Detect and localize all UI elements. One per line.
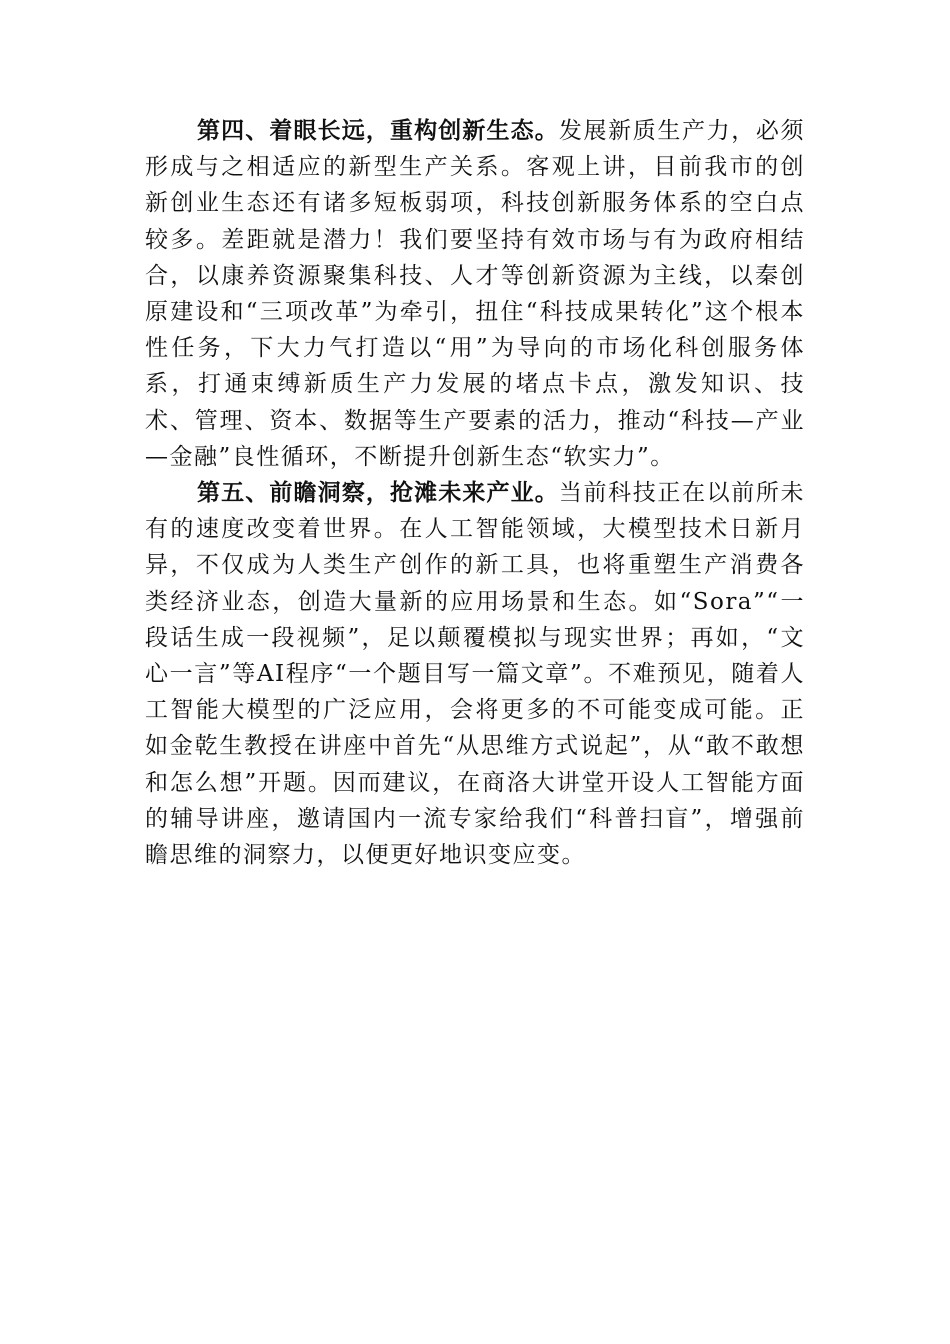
paragraph-5-body: 当前科技正在以前所未有的速度改变着世界。在人工智能领域，大模型技术日新月异，不仅成为人类生产创作的新工具，也将重塑生产消费各类经济业态，创造大量新的应用场景和生态。如“Sora”“一段话生成一段视频”，足以颠覆模拟与现实世界；再如，“文心一言”等AI程序“一个题目写一篇文章”。不难预见，随着人工智能大模型的广泛应用，会将更多的不可能变成可能。正如金乾生教授在讲座中首先“从思维方式说起”，从“敢不敢想和怎么想”开题。因而建议，在商洛大讲堂开设人工智能方面的辅导讲座，邀请国内一流专家给我们“科普扫盲”，增强前瞻思维的洞察力，以便更好地识变应变。 [145,480,805,869]
document-body [145,113,805,873]
paragraph-4-body: 发展新质生产力，必须形成与之相适应的新型生产关系。客观上讲，目前我市的创新创业生态还有诸多短板弱项，科技创新服务体系的空白点较多。差距就是潜力！我们要坚持有效市场与有为政府相结合，以康养资源聚集科技、人才等创新资源为主线，以秦创原建设和“三项改革”为牵引，扭住“科技成果转化”这个根本性任务，下大力气打造以“用”为导向的市场化科创服务体系，打通束缚新质生产力发展的堵点卡点，激发知识、技术、管理、资本、数据等生产要素的活力，推动“科技—产业—金融”良性循环，不断提升创新生态“软实力”。 [145,118,805,470]
paragraph-5 [145,475,805,873]
paragraph-4-heading: 第四、着眼长远，重构创新生态。 [197,118,559,144]
paragraph-5-heading: 第五、前瞻洞察，抢滩未来产业。 [197,480,559,507]
paragraph-4 [145,113,805,475]
